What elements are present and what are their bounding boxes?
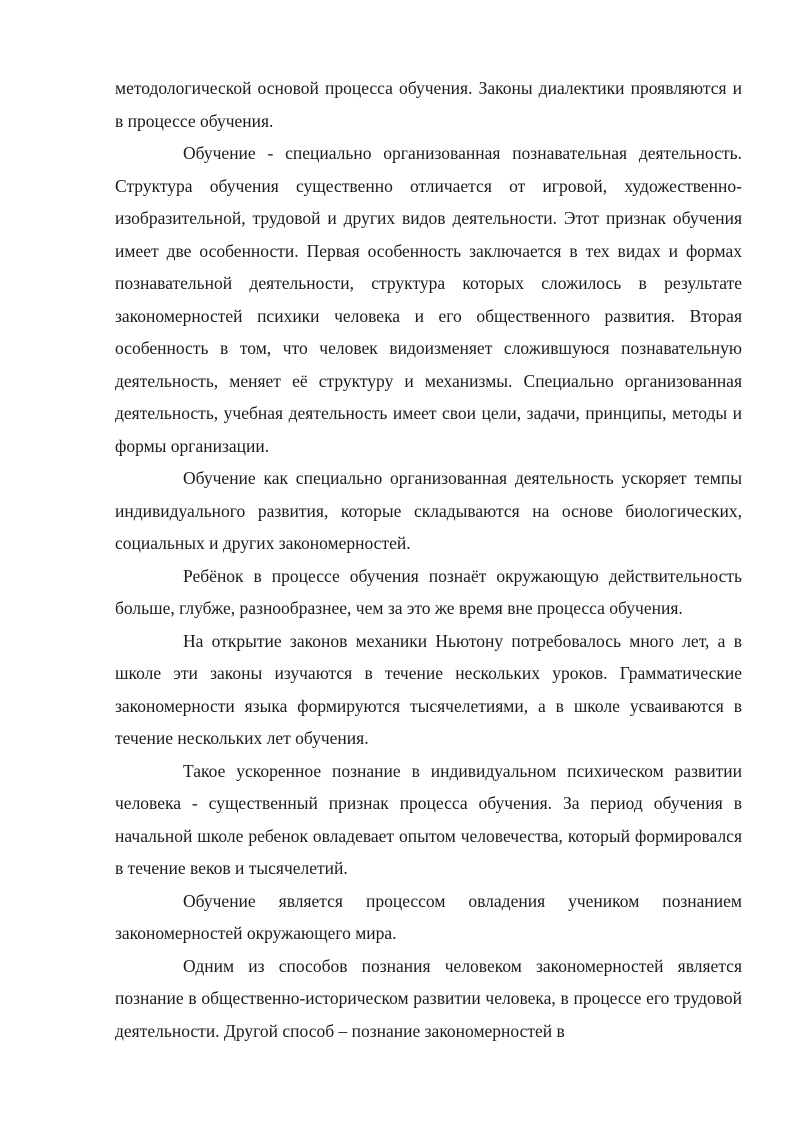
paragraph: Ребёнок в процессе обучения познаёт окружающую действительность больше, глубже, разнообразнее, чем за это же время вне процесса обучения. [115, 565, 742, 618]
paragraph: Обучение как специально организованная деятельность ускоряет темпы индивидуального развития, которые складываются на основе биологических, социальных и других закономерностей. [115, 468, 742, 553]
paragraph: Одним из способов познания человеком закономерностей является познание в общественно-историческом развитии человека, в процессе его трудовой деятельности. Другой способ – познание закономерностей в [115, 955, 742, 1041]
paragraph-continuation: методологической основой процесса обучения. Законы диалектики проявляются и в процессе обучения. [115, 78, 742, 131]
document-body [115, 72, 742, 1047]
paragraph: Обучение - специально организованная познавательная деятельность. Структура обучения существенно отличается от игровой, художественно-изобразительной, трудовой и других видов деятельности. Этот признак обучения имеет две особенности. Первая особенность заключается в тех видах и формах познавательной деятельности, структура которых сложилось в результате закономерностей психики человека и его общественного развития. Вторая особенность в том, что человек видоизменяет сложившуюся познавательную деятельность, меняет её структуру и механизмы. Специально организованная деятельность, учебная деятельность имеет свои цели, задачи, принципы, методы и формы организации. [115, 143, 742, 456]
paragraph: Такое ускоренное познание в индивидуальном психическом развитии человека - существенный признак процесса обучения. За период обучения в начальной школе ребенок овладевает опытом человечества, который формировался в течение веков и тысячелетий. [115, 760, 742, 878]
paragraph: На открытие законов механики Ньютону потребовалось много лет, а в школе эти законы изучаются в течение нескольких уроков. Грамматические закономерности языка формируются тысячелетиями, а в школе усваиваются в течение нескольких лет обучения. [115, 630, 742, 748]
paragraph: Обучение является процессом овладения учеником познанием закономерностей окружающего мира. [115, 890, 742, 943]
